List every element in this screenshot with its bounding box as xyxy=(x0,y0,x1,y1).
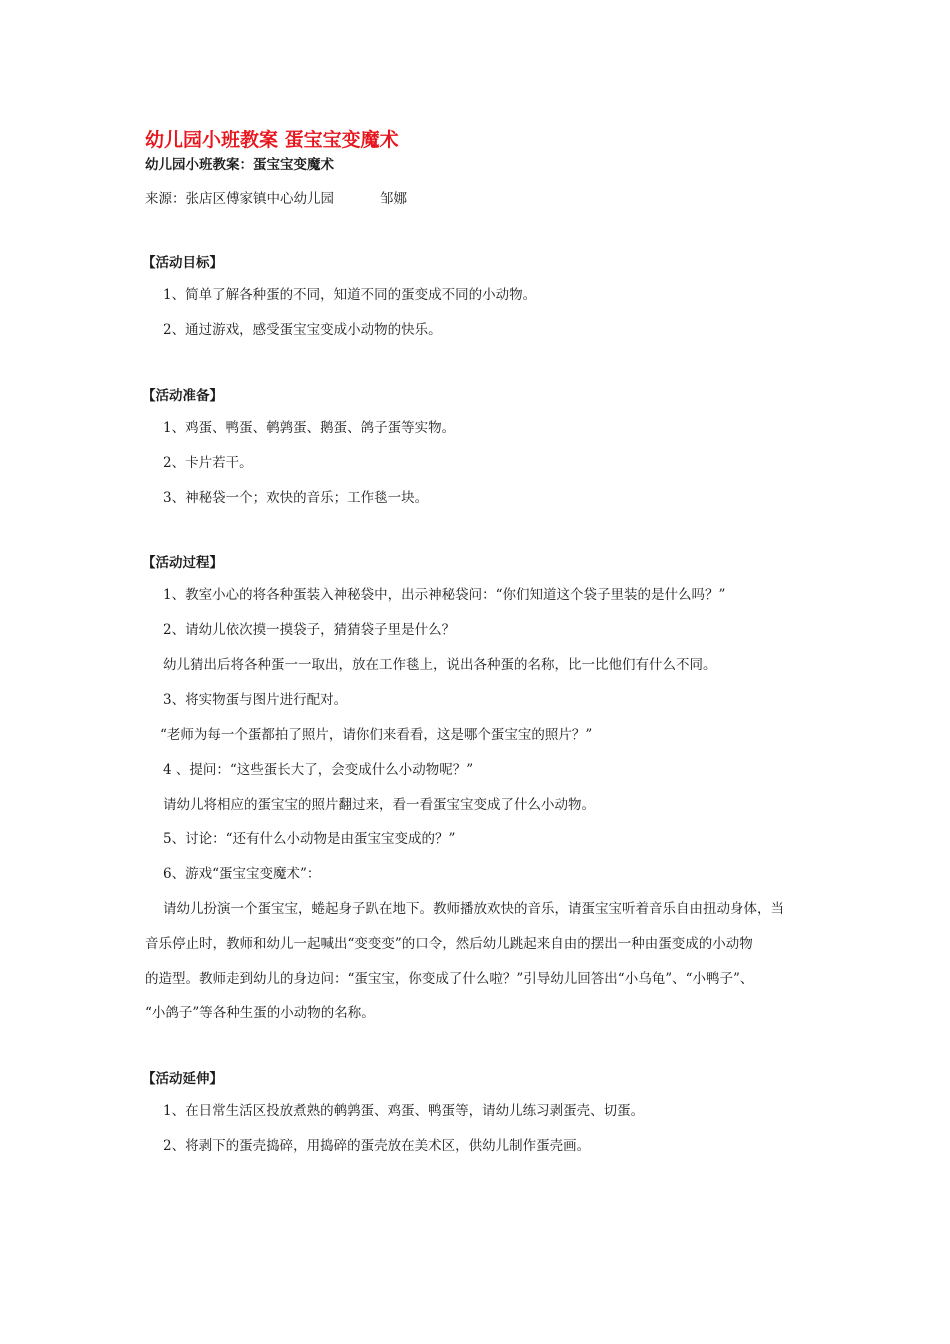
process-item: 幼儿猜出后将各种蛋一一取出，放在工作毯上，说出各种蛋的名称，比一比他们有什么不同。 xyxy=(163,657,717,673)
process-item: 3、将实物蛋与图片进行配对。 xyxy=(163,692,348,708)
process-item: 1、教室小心的将各种蛋装入神秘袋中，出示神秘袋问：“你们知道这个袋子里装的是什么吗？” xyxy=(163,587,726,603)
goal-item: 1、简单了解各种蛋的不同，知道不同的蛋变成不同的小动物。 xyxy=(163,287,537,303)
process-item: 4 、提问：“这些蛋长大了，会变成什么小动物呢？” xyxy=(163,762,474,778)
document-title: 幼儿园小班教案 蛋宝宝变魔术 xyxy=(145,129,399,151)
process-item: 5、讨论：“还有什么小动物是由蛋宝宝变成的？” xyxy=(163,831,456,847)
source-label: 来源：张店区傅家镇中心幼儿园 xyxy=(145,191,334,207)
extension-item: 2、将剥下的蛋壳捣碎，用捣碎的蛋壳放在美术区，供幼儿制作蛋壳画。 xyxy=(163,1138,591,1154)
process-item: 请幼儿将相应的蛋宝宝的照片翻过来，看一看蛋宝宝变成了什么小动物。 xyxy=(163,797,595,813)
preparation-item: 1、鸡蛋、鸭蛋、鹌鹑蛋、鹅蛋、鸽子蛋等实物。 xyxy=(163,420,456,436)
goal-item: 2、通过游戏，感受蛋宝宝变成小动物的快乐。 xyxy=(163,322,442,338)
section-heading-goals: 【活动目标】 xyxy=(142,255,223,271)
extension-item: 1、在日常生活区投放煮熟的鹌鹑蛋、鸡蛋、鸭蛋等，请幼儿练习剥蛋壳、切蛋。 xyxy=(163,1103,645,1119)
game-paragraph-line: 请幼儿扮演一个蛋宝宝，蜷起身子趴在地下。教师播放欢快的音乐，请蛋宝宝听着音乐自由扭动身体，当 xyxy=(163,901,784,917)
section-heading-preparation: 【活动准备】 xyxy=(142,388,223,404)
game-paragraph-line: 音乐停止时，教师和幼儿一起喊出“变变变”的口令，然后幼儿跳起来自由的摆出一种由蛋变成的小动物 xyxy=(145,936,753,952)
preparation-item: 3、神秘袋一个；欢快的音乐；工作毯一块。 xyxy=(163,490,429,506)
author-name: 邹娜 xyxy=(380,191,407,207)
game-paragraph-line: 的造型。教师走到幼儿的身边问：“蛋宝宝，你变成了什么啦？”引导幼儿回答出“小乌龟”、“小鸭子”、 xyxy=(145,971,754,987)
process-item: 6、游戏“蛋宝宝变魔术”： xyxy=(163,866,321,882)
document-subtitle: 幼儿园小班教案：蛋宝宝变魔术 xyxy=(145,157,334,173)
source-line xyxy=(145,187,407,207)
process-item: “老师为每一个蛋都拍了照片，请你们来看看，这是哪个蛋宝宝的照片？” xyxy=(160,727,593,743)
section-heading-process: 【活动过程】 xyxy=(142,555,223,571)
game-paragraph-line: “小鸽子”等各种生蛋的小动物的名称。 xyxy=(145,1005,375,1021)
section-heading-extension: 【活动延伸】 xyxy=(142,1071,223,1087)
process-item: 2、请幼儿依次摸一摸袋子，猜猜袋子里是什么？ xyxy=(163,622,456,638)
preparation-item: 2、卡片若干。 xyxy=(163,455,253,471)
